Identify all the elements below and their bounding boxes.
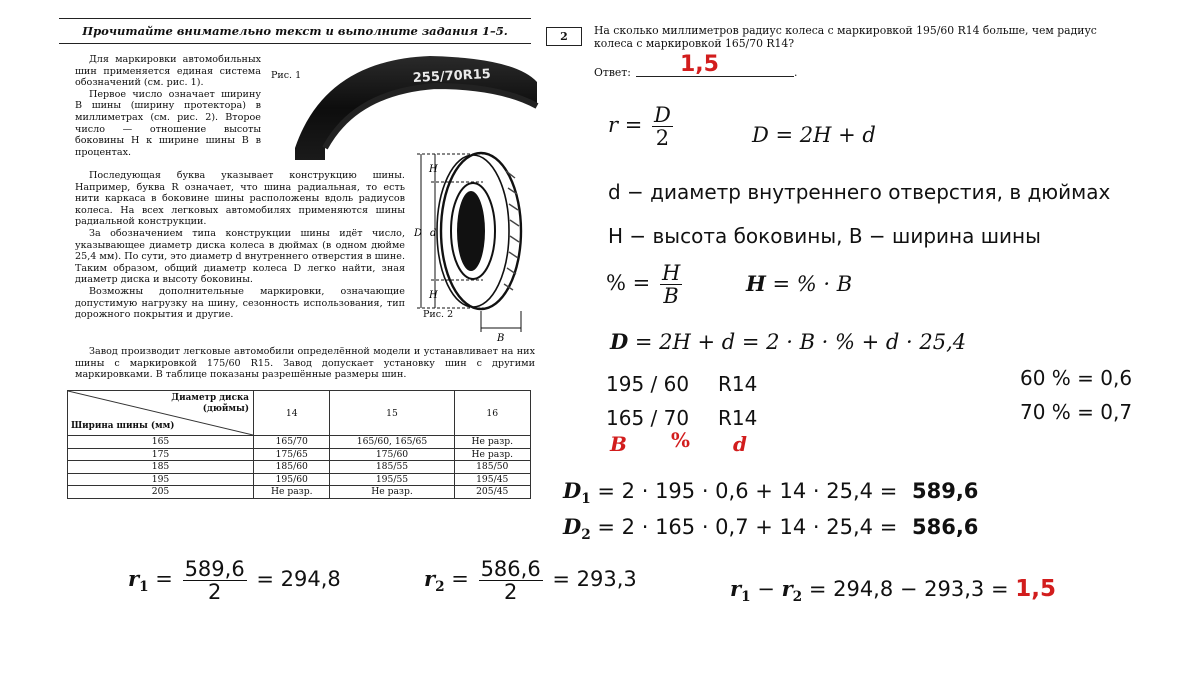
table-cell: 175/60 [330, 448, 454, 461]
D-expanded-formula: D = 2H + d = 2 · B · % + d · 25,4 [610, 329, 967, 354]
task-number-badge: 2 [546, 27, 582, 46]
table-cell: 195/60 [254, 473, 330, 486]
D2-calculation: $D_2 = 2 \cdot 165 \cdot 0,7 + 14 \cdot 25,4 = 586,6$ [563, 514, 979, 544]
table-row [68, 436, 531, 449]
table-cell: 205 [68, 486, 254, 499]
final-answer: 1,5 [1015, 576, 1056, 602]
textbook-excerpt [55, 14, 540, 498]
table-cell: 195/45 [454, 473, 531, 486]
radius-difference: $r_1 - r_2 = 294,8 - 293,3 = 1,5$ [730, 576, 1056, 606]
table-cell: 195/55 [330, 473, 454, 486]
label-d: d [733, 432, 747, 456]
table-cell: 185 [68, 461, 254, 474]
table-cell: 165/70 [254, 436, 330, 449]
fig2-caption: Рис. 2 [423, 309, 454, 320]
table-col-header: 15 [330, 391, 454, 436]
corner-top-label: Диаметр диска (дюймы) [171, 393, 249, 414]
table-cell: Не разр. [454, 448, 531, 461]
r1-calculation: $r_1$ = $\frac{589,6}{2}$ = 294,8 [128, 557, 341, 605]
paragraph-factory: Завод производит легковые автомобили определённой модели и устанавливает на них шины с маркировкой 175/60 R15. Завод допускает установку шин с другими маркировками. В таблице показаны разрешённые размеры шин. [75, 346, 535, 381]
table-cell: 185/55 [330, 461, 454, 474]
H-B-definition: H − высота боковины, B − ширина шины [608, 224, 1041, 248]
table-corner-cell [68, 391, 254, 436]
tire-hole [457, 191, 485, 271]
table-cell: 195 [68, 473, 254, 486]
H-formula: H = % · B [746, 271, 853, 296]
diameter-formula: D = 2H + d [752, 123, 876, 147]
fig1-caption: Рис. 1 [271, 70, 302, 81]
task-question: На сколько миллиметров радиус колеса с маркировкой 195/60 R14 больше, чем радиус колеса с маркировкой 165/70 R14? [594, 24, 1097, 50]
corner-bottom-label: Ширина шины (мм) [71, 421, 175, 431]
tire1-size: 195 / 60 [606, 372, 690, 396]
table-cell: 185/60 [254, 461, 330, 474]
table-cell: 175/65 [254, 448, 330, 461]
percent-formula: % = $\frac{H}{B}$ [606, 261, 681, 309]
answer-value: 1,5 [680, 52, 719, 77]
label-B: B [610, 432, 627, 456]
textbook-header: Прочитайте внимательно текст и выполните задания 1–5. [59, 18, 531, 44]
paragraph-intro: Для маркировки автомобильных шин применяется единая система обозначений (см. рис. 1). Первое число означает ширину B шины (ширину протектора) в миллиметрах (см. рис. 2). Второе число — отношение высоты боковины H к ширине шины B в процентах. [75, 54, 261, 158]
table-cell: 205/45 [454, 486, 531, 499]
pct70-conversion: 70 % = 0,7 [1020, 400, 1133, 424]
fig2-B-label: B [497, 333, 505, 344]
table-row [68, 486, 531, 499]
table-row [68, 473, 531, 486]
table-cell: Не разр. [454, 436, 531, 449]
r2-calculation: $r_2$ = $\frac{586,6}{2}$ = 293,3 [424, 557, 637, 605]
paragraph-construction: Последующая буква указывает конструкцию шины. Например, буква R означает, что шина радиальная, то есть нити каркаса в боковине шины расположены вдоль радиусов колеса. На всех легковых автомобилях применяются шины радиальной конструкции. За обозначением типа конструкции шины идёт число, указывающее диаметр диска колеса в дюймах (в одном дюйме 25,4 мм). По сути, это диаметр d внутреннего отверстия в шине. Таким образом, общий диаметр колеса D легко найти, зная диаметр диска и высоту боковины. Возможны дополнительные маркировки, означающие допустимую нагрузку на шину, сезонность использования, тип дорожного покрытия и другие. [75, 170, 405, 321]
table-cell: 175 [68, 448, 254, 461]
answer-label: Ответ: [594, 66, 631, 79]
table-col-header: 16 [454, 391, 531, 436]
tire2-rim: R14 [718, 406, 758, 430]
tire-marking-text: 255/70R15 [412, 66, 492, 86]
D2-value: 586,6 [911, 515, 979, 539]
table-col-header: 14 [254, 391, 330, 436]
fig2-H-bottom-label: H [429, 290, 438, 301]
table-cell: 165/60, 165/65 [330, 436, 454, 449]
label-percent: % [671, 428, 691, 452]
pct60-conversion: 60 % = 0,6 [1020, 366, 1133, 390]
table-row [68, 448, 531, 461]
D1-calculation: $D_1 = 2 \cdot 195 \cdot 0,6 + 14 \cdot 25,4 = 589,6$ [563, 478, 979, 508]
table-cell: Не разр. [330, 486, 454, 499]
fig2-d-label: d [430, 228, 437, 239]
tire2-size: 165 / 70 [606, 406, 690, 430]
D1-value: 589,6 [911, 479, 979, 503]
fig2-H-top-label: H [429, 164, 438, 175]
table-row [68, 461, 531, 474]
d-definition: d − диаметр внутреннего отверстия, в дюймах [608, 180, 1111, 204]
allowed-tires-table [67, 390, 531, 499]
fig2-D-label: D [414, 228, 423, 239]
tire1-rim: R14 [718, 372, 758, 396]
radius-formula: r = $\frac{D}{2}$ [608, 103, 671, 151]
table-cell: Не разр. [254, 486, 330, 499]
table-cell: 185/50 [454, 461, 531, 474]
table-cell: 165 [68, 436, 254, 449]
